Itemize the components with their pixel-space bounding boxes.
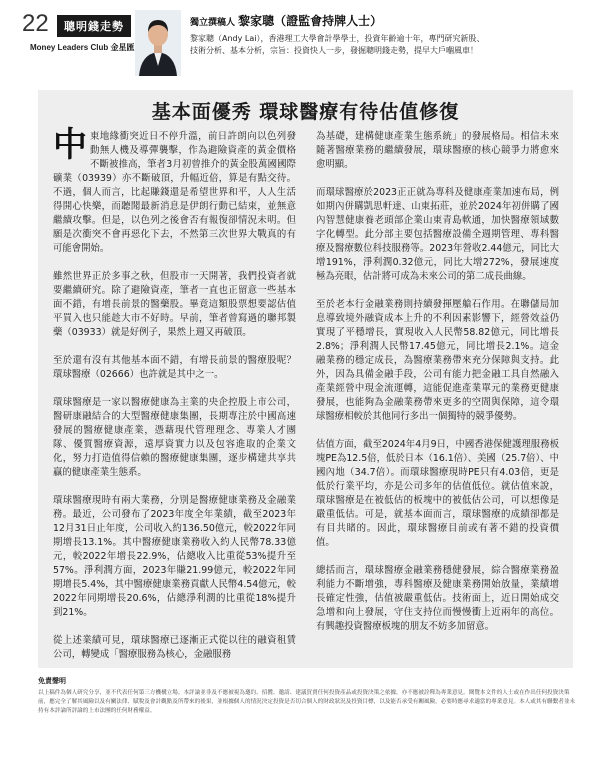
column-badge: 聰明錢走勢 bbox=[57, 15, 131, 37]
paragraph-text: 東地緣衝突近日不停升溫，前日許朗向以色列發動無人機及導彈襲擊，作為避險資產的黃金價格不斷被推高，筆者3月初曾推介的黃金股萬國國際礦業（03939）亦不斷破頂，升幅近倍，算是有點交待。不過，個人而言，比起賺錢還是希望世界和平，人人生活得開心快樂，而聽聞最新消息是伊朗行動已結束，並無意繼續攻擊。但是，以色列之後會否有報復卻情況未明。但願是次衝突不會再惡化下去，不然第三次世界大戰真的有可能會開始。 bbox=[53, 131, 296, 254]
article-right-column bbox=[316, 130, 559, 648]
article-paragraph bbox=[53, 125, 296, 256]
author-portrait-image bbox=[135, 10, 181, 76]
disclaimer-text: 以上稿件為個人研究分享，並不代表任何第三方機構立場。本評論並非及不應被視為邀約、招攬、邀請、建議買賣任何投資產品或投資決策之依據，亦不應被詮釋為專業意見。閱覽本文件的人士或在作出任何投資決策前，應完全了解其風險以及有關法律、賦稅及會計觀點及所帶來的後果，並根據個人的情況決定投資是否切合個人的財政狀況及投資目標，以及能否承受有關風險，必要時應尋求適當的專業意見。本人或其有聯繫者並未持有本評論所評論的上市法團的任何財務權益。 bbox=[38, 690, 576, 714]
club-name: Money Leaders Club 金星匯 bbox=[30, 43, 135, 52]
article-paragraph: 而環球醫療於2023正正就為專科及健康產業加速布局，例如期內併購凱思軒達、山東拓莊，並於2024年初併購了國內智慧健康養老頭部企業山東青島軟通，加快醫療領域數字化轉型。此分部主要包括醫療設備全週期管理、專科醫療及醫療數位科技服務等。2023年營收2.44億元，同比大增191%，淨利潤0.32億元，同比大增272%，發展速度極為亮眼，估計將可成為未來公司的第二成長曲線。 bbox=[316, 187, 559, 282]
article-paragraph: 環球醫療現時有兩大業務，分別是醫療健康業務及金融業務。最近，公司發布了2023年度全年業績，截至2023年12月31日止年度，公司收入約136.50億元，較2022年同期增長13.1%。其中醫療健康業務收入約人民幣78.33億元，較2022年增長22.9%，佔總收入比重從53%提升至57%。淨利潤方面，2023年賺21.99億元，較2022年同期增長5.4%，其中醫療健康業務貢獻人民幣4.54億元，較2022年同期增長20.6%，佔總淨利潤的比重從18%提升到21%。 bbox=[53, 495, 296, 618]
author-photo bbox=[135, 10, 181, 76]
article-paragraph: 雖然世界正於多事之秋，但股市一天開著，我們投資者就要繼續研究。除了避險資產，筆者一直也正留意一些基本面不錯，有增長前景的醫藥股。畢竟這類股票想要認估值平買入也只能趁大市不好時。早前，筆者曾寫過的聯邦製藥（03933）就是好例子，果然上週又再破頂。 bbox=[53, 271, 296, 338]
article-paragraph: 從上述業績可見，環球醫療已逐漸正式從以往的融資租賃公司，轉變成「醫療服務為核心，金融服務 bbox=[53, 635, 296, 660]
author-bio: 黎家聰（Andy Lai），香港理工大學會計學學士，投資年齡逾十年，專門研究新股、技術分析、基本分析，宗旨：投資快人一步，發掘聰明錢走勢，提早大戶嗰風車！ bbox=[190, 34, 485, 55]
article-paragraph: 總括而言，環球醫療金融業務穩健發展，綜合醫療業務盈利能力不斷增強，專科醫療及健康業務開始放量，業績增長確定性強，估值被嚴重低估。技術面上，近日開始成交急增和向上發展，守住支持位而慢慢衝上近兩年的高位。有興趣投資醫療板塊的朋友不妨多加留意。 bbox=[316, 565, 559, 632]
author-role: 獨立撰稿人 bbox=[190, 18, 236, 28]
author-heading bbox=[190, 12, 590, 29]
article-paragraph: 估值方面，截至2024年4月9日，中國香港保健護理服務板塊PE為12.5倍，低於日本（16.1倍）、美國（25.7倍）、中國內地（34.7倍）。而環球醫療現時PE只有4.03倍，更是低於行業平均，亦是公司多年的估值低位。就估值來說，環球醫療是在被低估的板塊中的被低估公司，可以想像是嚴重低估。可是，就基本面而言，環球醫療的成績卻都是有目共睹的。因此，環球醫療目前或有著不錯的投資價值。 bbox=[316, 439, 559, 548]
page-number: 22 bbox=[22, 10, 49, 37]
page-header bbox=[0, 0, 612, 86]
article-paragraph: 環球醫療是一家以醫療健康為主業的央企控股上市公司，醫研康融結合的大型醫療健康集團，長期專注於中國高速發展的醫療健康產業，憑藉現代管理理念、專業人才團隊、優質醫療資源，遠厚資實力以及包容進取的企業文化，努力打造值得信賴的醫療健康集團，逐步構建共享共贏的健康產業生態系。 bbox=[53, 397, 296, 478]
article-left-column bbox=[53, 125, 296, 676]
disclaimer bbox=[38, 676, 578, 716]
article-headline: 基本面優秀 環球醫療有待估值修復 bbox=[151, 101, 460, 123]
author-info bbox=[190, 12, 590, 57]
article-paragraph: 至於老本行金融業務則持續發揮壓艙石作用。在聯儲局加息導致境外融資成本上升的不利因素影響下，經營效益仍實現了平穩增長，實現收入人民幣58.82億元，同比增長2.8%；淨利潤人民幣17.45億元，同比增長2.1%。這金融業務的穩定成長，為醫療業務帶來充分保障與支持。此外，因為具備金融手段，公司有能力把金融工具自然融入產業經營中現金流運轉，這能促進產業單元的業務更健康發展，也能夠為金融業務帶來更多的空間與保障，這令環球醫療相較於其他同行多出一個獨特的競爭優勢。 bbox=[316, 299, 559, 422]
article-paragraph: 為基礎，建構健康產業生態系統」的發展格局。相信未來隨著醫療業務的繼續發展，環球醫療的核心競爭力將愈來愈明顯。 bbox=[316, 131, 559, 170]
drop-cap: 中 bbox=[53, 125, 87, 165]
disclaimer-title: 免責聲明 bbox=[38, 677, 66, 685]
article-paragraph: 至於還有沒有其他基本面不錯，有增長前景的醫療股呢？環球醫療（02666）也許就是其中之一。 bbox=[53, 355, 296, 380]
author-name: 黎家聰（證監會持牌人士） bbox=[238, 14, 383, 28]
